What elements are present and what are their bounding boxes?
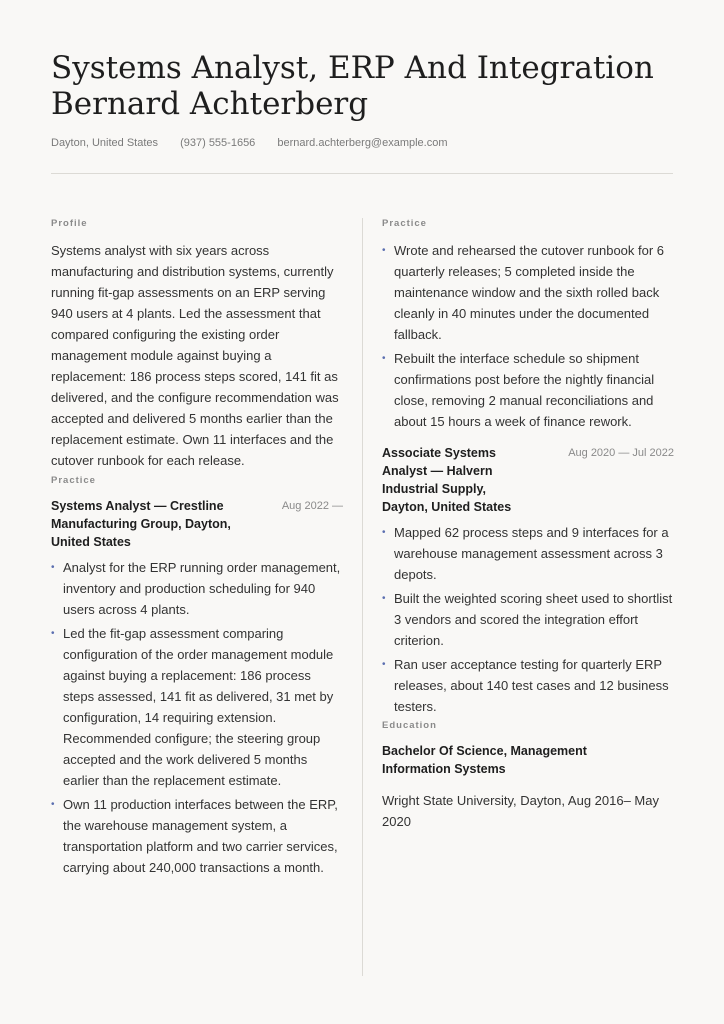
degree: Bachelor Of Science, Management Information Systems [382, 744, 587, 776]
job-header [51, 497, 343, 551]
profile-text: Systems analyst with six years across manufacturing and distribution systems, currently running fit-gap assessments on an ERP serving 940 users at 4 plants. Led the assessment that compared configuring the existing order management module against buying a replacement: 186 process steps scored, 141 fit as delivered, and the configure recommendation was accepted and delivered 5 months earlier than the replacement estimate. Own 11 interfaces and the cutover runbook for each release. [51, 243, 339, 468]
school: Wright State University, Dayton, Aug 2016– May 2020 [382, 793, 659, 829]
list-item: • Wrote and rehearsed the cutover runbook for 6 quarterly releases; 5 completed inside the maintenance window and the sixth rolled back cleanly in 40 minutes under the documented fallback. [382, 240, 674, 345]
list-item: • Ran user acceptance testing for quarterly ERP releases, about 140 test cases and 12 business testers. [382, 654, 674, 717]
job-bullets [51, 557, 343, 878]
bullet-icon: • [51, 562, 55, 573]
job-title-heading: Systems Analyst, ERP And Integration [51, 50, 654, 86]
practice-label: Practice [51, 475, 96, 486]
email: bernard.achterberg@example.com [277, 137, 448, 149]
bullet-icon: • [382, 593, 386, 604]
location: Dayton, United States [51, 137, 159, 149]
job-title: Systems Analyst — Crestline Manufacturing Group, Dayton, United States [51, 499, 231, 549]
column-divider [362, 218, 363, 976]
job-title: Associate Systems Analyst — Halvern Industrial Supply, Dayton, United States [382, 446, 512, 514]
page-title [51, 50, 681, 122]
job-bullets [382, 522, 674, 717]
education-label: Education [382, 720, 437, 731]
candidate-name: Bernard Achterberg [51, 86, 369, 122]
job-header [382, 444, 674, 516]
job-bullets [382, 240, 674, 432]
header-divider [51, 173, 673, 174]
list-item: • Own 11 production interfaces between the ERP, the warehouse management system, a transportation platform and two carrier services, carrying about 240,000 transactions a month. [51, 794, 343, 878]
bullet-icon: • [382, 353, 386, 364]
list-item: • Led the fit-gap assessment comparing configuration of the order management module against buying a replacement: 186 process steps assessed, 141 fit as delivered, 31 met by configuration, 14 requiring extension. Recommended configure; the steering group accepted and the work delivered 5 months earlier than the replacement estimate. [51, 623, 343, 791]
left-column [51, 218, 343, 881]
phone: (937) 555-1656 [180, 137, 256, 149]
practice-label: Practice [382, 218, 427, 229]
bullet-icon: • [382, 659, 386, 670]
list-item: • Built the weighted scoring sheet used to shortlist 3 vendors and scored the integration effort criterion. [382, 588, 674, 651]
bullet-icon: • [51, 628, 55, 639]
bullet-icon: • [382, 527, 386, 538]
contact-line [51, 137, 467, 149]
bullet-icon: • [51, 799, 55, 810]
list-item: • Rebuilt the interface schedule so shipment confirmations post before the nightly financial close, removing 2 manual reconciliations and about 15 hours a week of finance rework. [382, 348, 674, 432]
bullet-icon: • [382, 245, 386, 256]
job-date: Aug 2022 — [281, 500, 343, 512]
list-item: • Analyst for the ERP running order management, inventory and production scheduling for 940 users across 4 plants. [51, 557, 343, 620]
right-column [382, 218, 674, 832]
list-item: • Mapped 62 process steps and 9 interfaces for a warehouse management assessment across 3 depots. [382, 522, 674, 585]
profile-label: Profile [51, 218, 88, 229]
job-date: Aug 2020 — Jul 2022 [568, 447, 674, 459]
